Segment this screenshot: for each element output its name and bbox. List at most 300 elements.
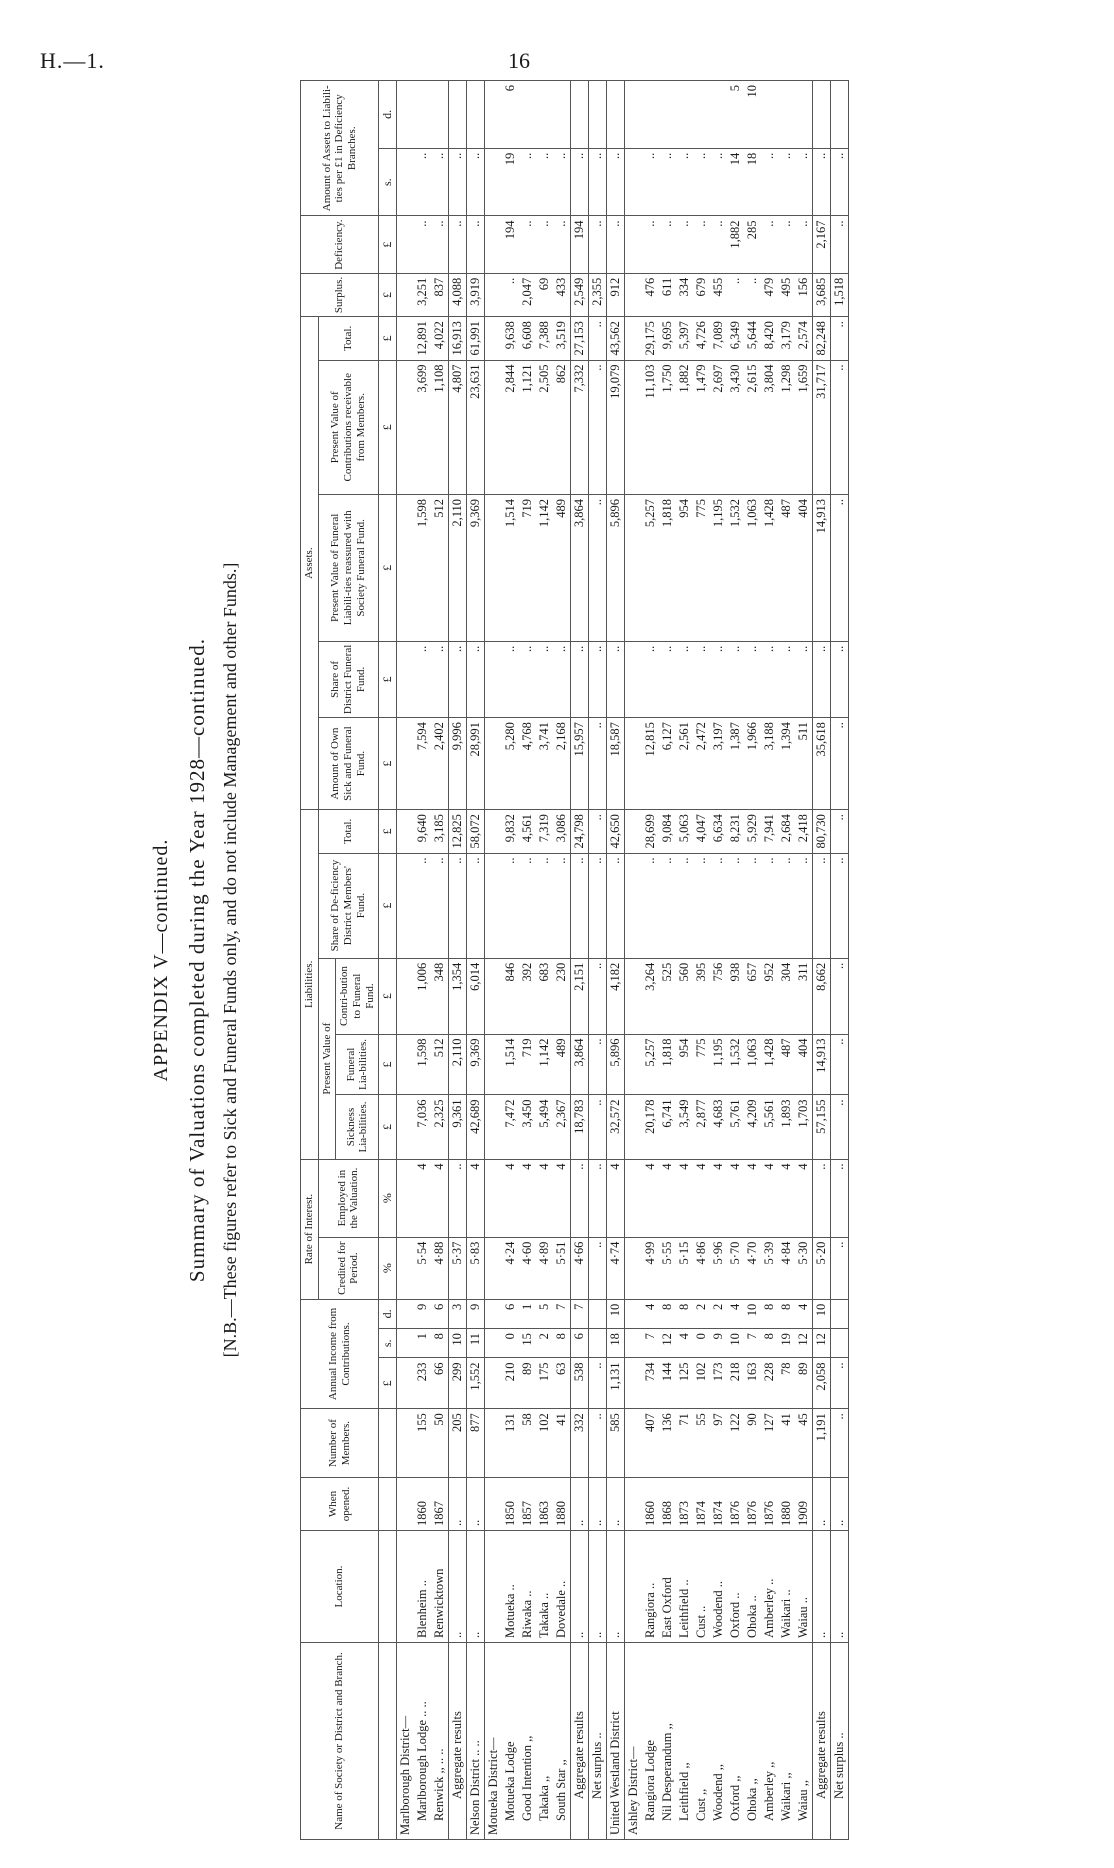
cell-share: .. xyxy=(693,853,710,958)
cell-inc-s: 0 xyxy=(502,1329,519,1358)
cell-sickness: 7,472 xyxy=(502,1095,519,1159)
cell-opened: 1876 xyxy=(744,1478,761,1531)
cell-employed: .. xyxy=(571,1159,589,1237)
cell-ltotal: .. xyxy=(589,810,607,853)
cell-pp-s: 14 xyxy=(727,148,744,216)
cell-share: .. xyxy=(536,853,553,958)
cell-funeral: 14,913 xyxy=(813,1034,831,1095)
empty-cell xyxy=(397,1034,415,1095)
cell-credited: 5·51 xyxy=(553,1237,571,1299)
cell-funeral: 1,532 xyxy=(727,1034,744,1095)
cell-credited: 4·89 xyxy=(536,1237,553,1299)
cell-credited: 4·84 xyxy=(778,1237,795,1299)
cell-contrib: 1,354 xyxy=(449,958,467,1034)
cell-pvcon: 1,479 xyxy=(693,360,710,494)
cell-surplus: 1,518 xyxy=(831,273,849,316)
cell-credited: 4·24 xyxy=(502,1237,519,1299)
cell-pp-d xyxy=(659,81,676,149)
col-opened: When opened. xyxy=(301,1478,379,1531)
cell-inc-l: 299 xyxy=(449,1358,467,1409)
cell-share: .. xyxy=(744,853,761,958)
cell-location: Rangiora .. xyxy=(642,1531,659,1643)
cell-opened: 1860 xyxy=(414,1478,431,1531)
unit-cell xyxy=(379,1478,397,1531)
cell-opened: .. xyxy=(571,1478,589,1531)
table-row xyxy=(727,81,744,1840)
cell-sickness: 3,450 xyxy=(519,1095,536,1159)
cell-members: 122 xyxy=(727,1409,744,1478)
cell-share: .. xyxy=(761,853,778,958)
cell-funeral: 954 xyxy=(676,1034,693,1095)
cell-pp-s: .. xyxy=(813,148,831,216)
row-name: Motueka Lodge xyxy=(502,1643,519,1840)
total-row xyxy=(831,81,849,1840)
summary-title: Summary of Valuations completed during the Year 1928—continued. xyxy=(185,637,209,1283)
cell-employed: 4 xyxy=(431,1159,449,1237)
cell-sickness: 4,209 xyxy=(744,1095,761,1159)
row-name: Ohoka ,, xyxy=(744,1643,761,1840)
cell-location: Takaka .. xyxy=(536,1531,553,1643)
cell-pvfun: 404 xyxy=(795,494,813,641)
headings xyxy=(150,80,300,1840)
cell-contrib: 6,014 xyxy=(467,958,485,1034)
cell-funeral: 5,257 xyxy=(642,1034,659,1095)
cell-funeral: .. xyxy=(831,1034,849,1095)
cell-credited: 4·88 xyxy=(431,1237,449,1299)
cell-surplus: 3,685 xyxy=(813,273,831,316)
cell-pp-s: .. xyxy=(676,148,693,216)
rotated-sheet xyxy=(150,80,1114,1840)
cell-own: 6,127 xyxy=(659,718,676,810)
cell-pvfun: 954 xyxy=(676,494,693,641)
cell-pp-s: .. xyxy=(519,148,536,216)
cell-pvfun: 5,257 xyxy=(642,494,659,641)
cell-share: .. xyxy=(676,853,693,958)
unit-cell: £ xyxy=(379,273,397,316)
table-row xyxy=(659,81,676,1840)
group-heading-row xyxy=(397,81,415,1840)
unit-cell: £ xyxy=(379,853,397,958)
cell-pp-d xyxy=(710,81,727,149)
empty-cell xyxy=(485,1299,503,1328)
cell-contrib: 938 xyxy=(727,958,744,1034)
cell-inc-s: 15 xyxy=(519,1329,536,1358)
cell-inc-d: 2 xyxy=(693,1299,710,1328)
cell-pvcon: 2,697 xyxy=(710,360,727,494)
cell-inc-d: 6 xyxy=(431,1299,449,1328)
cell-members: 205 xyxy=(449,1409,467,1478)
cell-own: .. xyxy=(589,718,607,810)
cell-inc-d: 7 xyxy=(553,1299,571,1328)
cell-own: 1,387 xyxy=(727,718,744,810)
cell-employed: 4 xyxy=(693,1159,710,1237)
empty-cell xyxy=(625,1358,643,1409)
cell-contrib: 304 xyxy=(778,958,795,1034)
cell-location: Waiau .. xyxy=(795,1531,813,1643)
cell-members: 1,191 xyxy=(813,1409,831,1478)
empty-cell xyxy=(625,810,643,853)
cell-pp-s: .. xyxy=(553,148,571,216)
cell-inc-s: 10 xyxy=(727,1329,744,1358)
cell-inc-l: 1,131 xyxy=(607,1358,625,1409)
cell-sickness: 9,361 xyxy=(449,1095,467,1159)
cell-deficiency: .. xyxy=(536,216,553,273)
cell-sickness: 3,549 xyxy=(676,1095,693,1159)
cell-pp-d xyxy=(536,81,553,149)
empty-cell xyxy=(397,718,415,810)
cell-location: Riwaka .. xyxy=(519,1531,536,1643)
cell-opened: 1857 xyxy=(519,1478,536,1531)
cell-pvcon: 2,615 xyxy=(744,360,761,494)
empty-cell xyxy=(485,81,503,149)
cell-inc-d: 10 xyxy=(813,1299,831,1328)
cell-funeral: 404 xyxy=(795,1034,813,1095)
cell-inc-d: 4 xyxy=(727,1299,744,1328)
cell-employed: 4 xyxy=(778,1159,795,1237)
empty-cell xyxy=(397,1329,415,1358)
cell-inc-d: 8 xyxy=(659,1299,676,1328)
cell-pvfun: 3,864 xyxy=(571,494,589,641)
row-name: Oxford ,, xyxy=(727,1643,744,1840)
cell-share: .. xyxy=(571,853,589,958)
cell-inc-d: 3 xyxy=(449,1299,467,1328)
cell-funeral: 775 xyxy=(693,1034,710,1095)
cell-deficiency: 194 xyxy=(571,216,589,273)
cell-own: 4,768 xyxy=(519,718,536,810)
empty-cell xyxy=(485,641,503,717)
empty-cell xyxy=(625,317,643,360)
unit-cell: £ xyxy=(379,494,397,641)
cell-credited: 4·74 xyxy=(607,1237,625,1299)
col-income: Annual Income from Contributions. xyxy=(301,1299,379,1409)
cell-share: .. xyxy=(449,853,467,958)
cell-dshare: .. xyxy=(414,641,431,717)
cell-ltotal: 24,798 xyxy=(571,810,589,853)
unit-cell: d. xyxy=(379,1299,397,1328)
cell-deficiency: .. xyxy=(761,216,778,273)
unit-cell: £ xyxy=(379,216,397,273)
col-rate-credited: Credited for Period. xyxy=(318,1237,379,1299)
cell-employed: 4 xyxy=(502,1159,519,1237)
cell-pp-s: 19 xyxy=(502,148,519,216)
cell-inc-s: 9 xyxy=(710,1329,727,1358)
total-row xyxy=(571,81,589,1840)
empty-cell xyxy=(397,958,415,1034)
cell-sickness: 5,494 xyxy=(536,1095,553,1159)
cell-location: Renwicktown xyxy=(431,1531,449,1643)
cell-sickness: 5,761 xyxy=(727,1095,744,1159)
cell-pvcon: .. xyxy=(589,360,607,494)
cell-dshare: .. xyxy=(553,641,571,717)
cell-surplus: .. xyxy=(727,273,744,316)
cell-contrib: 756 xyxy=(710,958,727,1034)
col-pv-contributions: Present Value of Contributions receivable from Members. xyxy=(318,360,379,494)
group-heading-row xyxy=(485,81,503,1840)
col-name: Name of Society or District and Branch. xyxy=(301,1643,379,1840)
cell-credited: 5·37 xyxy=(449,1237,467,1299)
col-assets-group: Assets. xyxy=(301,317,319,810)
empty-cell xyxy=(397,1409,415,1478)
cell-pp-s: .. xyxy=(607,148,625,216)
cell-location: .. xyxy=(467,1531,485,1643)
unit-cell: £ xyxy=(379,641,397,717)
cell-inc-d: 9 xyxy=(467,1299,485,1328)
cell-inc-d: 4 xyxy=(795,1299,813,1328)
cell-location: .. xyxy=(571,1531,589,1643)
cell-pvcon: 3,699 xyxy=(414,360,431,494)
cell-employed: 4 xyxy=(659,1159,676,1237)
unit-cell: £ xyxy=(379,958,397,1034)
cell-dshare: .. xyxy=(607,641,625,717)
cell-atotal: 2,574 xyxy=(795,317,813,360)
cell-inc-s xyxy=(589,1329,607,1358)
cell-sickness: .. xyxy=(831,1095,849,1159)
cell-funeral: 5,896 xyxy=(607,1034,625,1095)
empty-cell xyxy=(625,360,643,494)
empty-cell xyxy=(397,1358,415,1409)
cell-own: 2,561 xyxy=(676,718,693,810)
cell-dshare: .. xyxy=(795,641,813,717)
cell-members: 127 xyxy=(761,1409,778,1478)
cell-inc-d: 6 xyxy=(502,1299,519,1328)
cell-credited: 4·66 xyxy=(571,1237,589,1299)
cell-funeral: 1,514 xyxy=(502,1034,519,1095)
cell-inc-s: 8 xyxy=(553,1329,571,1358)
unit-cell: £ xyxy=(379,718,397,810)
cell-share: .. xyxy=(778,853,795,958)
cell-members: 50 xyxy=(431,1409,449,1478)
cell-credited: 5·83 xyxy=(467,1237,485,1299)
cell-pvcon: 31,717 xyxy=(813,360,831,494)
unit-cell: % xyxy=(379,1237,397,1299)
cell-dshare: .. xyxy=(778,641,795,717)
cell-pp-s: .. xyxy=(831,148,849,216)
empty-cell xyxy=(397,853,415,958)
cell-ltotal: 5,063 xyxy=(676,810,693,853)
cell-dshare: .. xyxy=(727,641,744,717)
cell-deficiency: .. xyxy=(449,216,467,273)
cell-share: .. xyxy=(831,853,849,958)
cell-members: .. xyxy=(589,1409,607,1478)
cell-opened: .. xyxy=(813,1478,831,1531)
empty-cell xyxy=(485,317,503,360)
cell-members: 102 xyxy=(536,1409,553,1478)
empty-cell xyxy=(625,148,643,216)
table-row xyxy=(536,81,553,1840)
cell-contrib: 4,182 xyxy=(607,958,625,1034)
cell-location: .. xyxy=(449,1531,467,1643)
cell-members: 136 xyxy=(659,1409,676,1478)
cell-share: .. xyxy=(727,853,744,958)
cell-own: .. xyxy=(831,718,849,810)
cell-own: 511 xyxy=(795,718,813,810)
cell-members: 332 xyxy=(571,1409,589,1478)
cell-funeral: 719 xyxy=(519,1034,536,1095)
table-row xyxy=(414,81,431,1840)
cell-atotal: 61,991 xyxy=(467,317,485,360)
empty-cell xyxy=(397,641,415,717)
cell-inc-l: 734 xyxy=(642,1358,659,1409)
cell-opened: .. xyxy=(467,1478,485,1531)
cell-share: .. xyxy=(659,853,676,958)
valuations-table xyxy=(300,80,849,1840)
cell-location: Motueka .. xyxy=(502,1531,519,1643)
cell-pp-d xyxy=(553,81,571,149)
empty-cell xyxy=(625,1478,643,1531)
cell-employed: 4 xyxy=(761,1159,778,1237)
cell-opened: 1863 xyxy=(536,1478,553,1531)
cell-ltotal: 3,185 xyxy=(431,810,449,853)
cell-funeral: .. xyxy=(589,1034,607,1095)
col-own-fund: Amount of Own Sick and Funeral Fund. xyxy=(318,718,379,810)
cell-opened: 1874 xyxy=(693,1478,710,1531)
appendix-title: APPENDIX V—continued. xyxy=(150,838,172,1082)
cell-inc-l: 1,552 xyxy=(467,1358,485,1409)
cell-members: 45 xyxy=(795,1409,813,1478)
cell-location: .. xyxy=(607,1531,625,1643)
cell-dshare: .. xyxy=(693,641,710,717)
cell-pvcon: 1,298 xyxy=(778,360,795,494)
cell-opened: .. xyxy=(831,1478,849,1531)
cell-pp-d xyxy=(449,81,467,149)
cell-pvfun: .. xyxy=(831,494,849,641)
cell-location: Cust .. xyxy=(693,1531,710,1643)
cell-pvfun: 2,110 xyxy=(449,494,467,641)
cell-share: .. xyxy=(607,853,625,958)
cell-inc-l: 66 xyxy=(431,1358,449,1409)
cell-credited: 4·99 xyxy=(642,1237,659,1299)
cell-credited: 4·86 xyxy=(693,1237,710,1299)
total-row xyxy=(813,81,831,1840)
cell-inc-s: 11 xyxy=(467,1329,485,1358)
cell-deficiency: .. xyxy=(431,216,449,273)
cell-pvfun: 5,896 xyxy=(607,494,625,641)
cell-pp-d xyxy=(431,81,449,149)
cell-deficiency: 285 xyxy=(744,216,761,273)
cell-inc-d: 8 xyxy=(778,1299,795,1328)
cell-funeral: 1,063 xyxy=(744,1034,761,1095)
empty-cell xyxy=(625,1329,643,1358)
cell-share: .. xyxy=(502,853,519,958)
cell-pvfun: .. xyxy=(589,494,607,641)
cell-share: .. xyxy=(795,853,813,958)
cell-dshare: .. xyxy=(642,641,659,717)
empty-cell xyxy=(485,494,503,641)
cell-sickness: 2,325 xyxy=(431,1095,449,1159)
cell-contrib: 230 xyxy=(553,958,571,1034)
empty-cell xyxy=(625,273,643,316)
cell-pp-s: .. xyxy=(693,148,710,216)
cell-pp-d xyxy=(761,81,778,149)
cell-pp-d xyxy=(607,81,625,149)
cell-inc-d xyxy=(589,1299,607,1328)
cell-opened: 1850 xyxy=(502,1478,519,1531)
empty-cell xyxy=(485,1478,503,1531)
table-row xyxy=(553,81,571,1840)
page-number: 16 xyxy=(508,48,530,73)
cell-atotal: 16,913 xyxy=(449,317,467,360)
cell-inc-s: 12 xyxy=(659,1329,676,1358)
cell-pvfun: 1,195 xyxy=(710,494,727,641)
cell-opened: .. xyxy=(449,1478,467,1531)
cell-employed: 4 xyxy=(710,1159,727,1237)
cell-inc-l: .. xyxy=(589,1358,607,1409)
cell-atotal: 82,248 xyxy=(813,317,831,360)
empty-cell xyxy=(397,81,415,149)
table-row xyxy=(761,81,778,1840)
cell-opened: 1880 xyxy=(778,1478,795,1531)
cell-location: Oxford .. xyxy=(727,1531,744,1643)
page-reference: H.—1. xyxy=(40,48,105,73)
col-liabilities-group: Liabilities. xyxy=(301,810,319,1159)
cell-deficiency: .. xyxy=(778,216,795,273)
cell-pp-s: .. xyxy=(589,148,607,216)
cell-ltotal: 3,086 xyxy=(553,810,571,853)
cell-inc-s xyxy=(831,1329,849,1358)
table-row xyxy=(693,81,710,1840)
cell-inc-s: 10 xyxy=(449,1329,467,1358)
cell-members: 90 xyxy=(744,1409,761,1478)
cell-contrib: .. xyxy=(831,958,849,1034)
cell-share: .. xyxy=(642,853,659,958)
cell-funeral: 1,428 xyxy=(761,1034,778,1095)
cell-employed: .. xyxy=(589,1159,607,1237)
cell-surplus: 433 xyxy=(553,273,571,316)
cell-atotal: 5,644 xyxy=(744,317,761,360)
col-surplus: Surplus. xyxy=(301,273,379,316)
cell-pvfun: 1,598 xyxy=(414,494,431,641)
cell-contrib: 846 xyxy=(502,958,519,1034)
cell-pp-d xyxy=(693,81,710,149)
cell-employed: .. xyxy=(831,1159,849,1237)
cell-dshare: .. xyxy=(710,641,727,717)
cell-pp-d xyxy=(589,81,607,149)
cell-own: 5,280 xyxy=(502,718,519,810)
cell-sickness: 20,178 xyxy=(642,1095,659,1159)
cell-employed: 4 xyxy=(642,1159,659,1237)
cell-own: 2,402 xyxy=(431,718,449,810)
cell-inc-l: 163 xyxy=(744,1358,761,1409)
cell-employed: 4 xyxy=(676,1159,693,1237)
row-name: Aggregate results xyxy=(813,1643,831,1840)
cell-pvcon: 7,332 xyxy=(571,360,589,494)
cell-inc-d: 8 xyxy=(676,1299,693,1328)
cell-pvcon: 11,103 xyxy=(642,360,659,494)
cell-surplus: 479 xyxy=(761,273,778,316)
col-contribution: Contri-bution to Funeral Fund. xyxy=(336,958,379,1034)
cell-members: 58 xyxy=(519,1409,536,1478)
empty-cell xyxy=(397,1237,415,1299)
cell-members: 407 xyxy=(642,1409,659,1478)
cell-employed: 4 xyxy=(467,1159,485,1237)
cell-sickness: 32,572 xyxy=(607,1095,625,1159)
empty-cell xyxy=(625,853,643,958)
cell-pp-d: 5 xyxy=(727,81,744,149)
cell-inc-d: 8 xyxy=(761,1299,778,1328)
cell-location: .. xyxy=(831,1531,849,1643)
cell-pp-s: .. xyxy=(449,148,467,216)
unit-row xyxy=(379,81,397,1840)
table-row xyxy=(502,81,519,1840)
row-name: Aggregate results xyxy=(449,1643,467,1840)
cell-opened: .. xyxy=(589,1478,607,1531)
cell-deficiency: .. xyxy=(414,216,431,273)
empty-cell xyxy=(485,1329,503,1358)
cell-inc-l: 233 xyxy=(414,1358,431,1409)
cell-location: .. xyxy=(813,1531,831,1643)
cell-sickness: .. xyxy=(589,1095,607,1159)
cell-inc-l: 175 xyxy=(536,1358,553,1409)
